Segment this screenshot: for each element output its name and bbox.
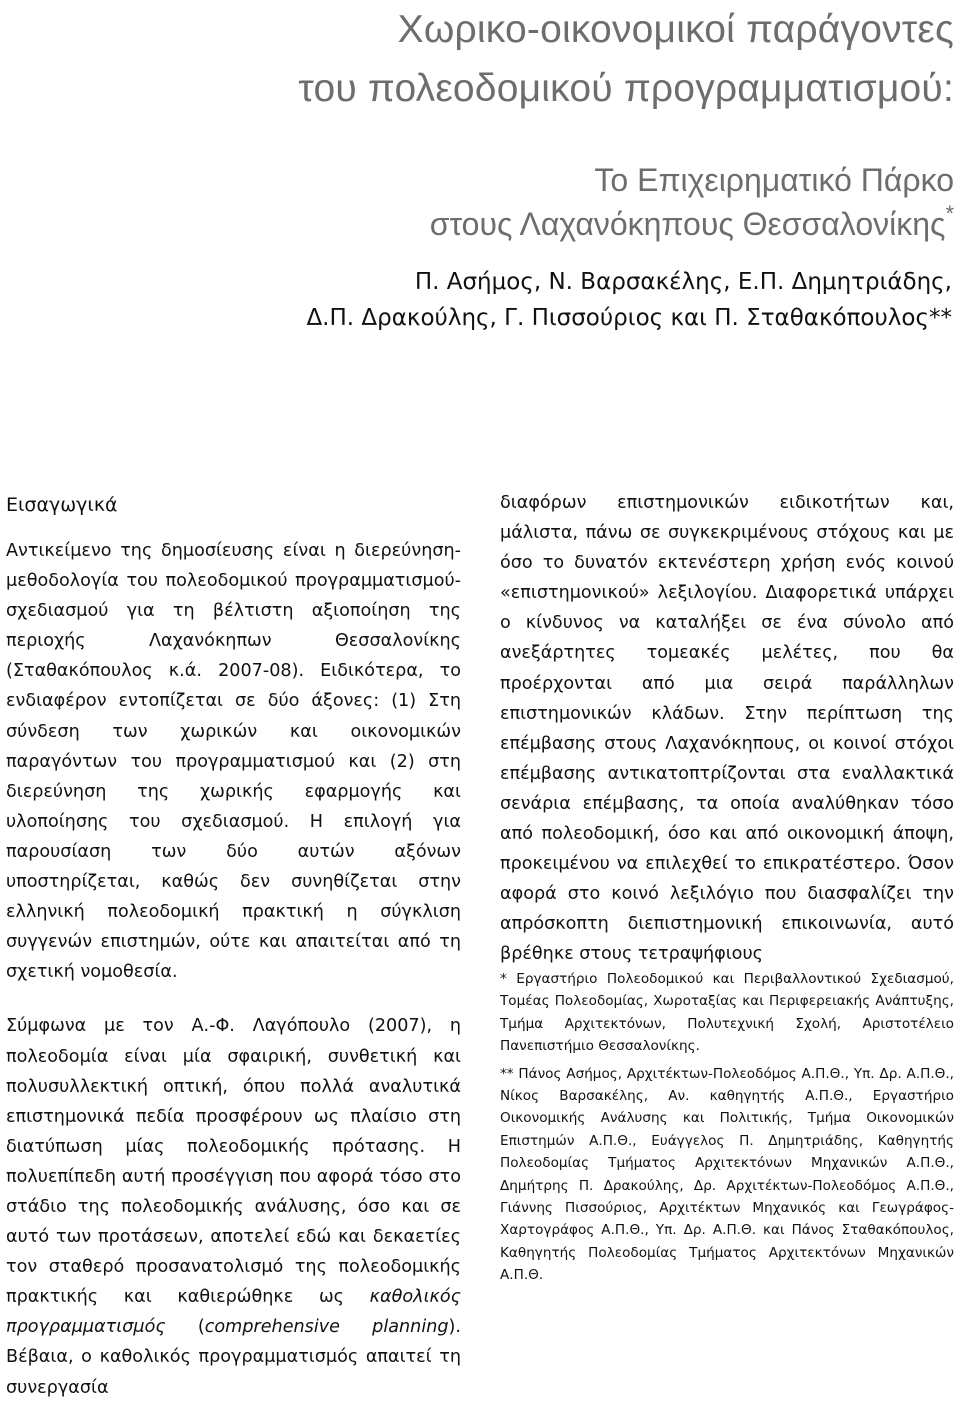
intro-paragraph-2-mid: ( xyxy=(165,1317,205,1338)
article-title-line-1: Χωρικο-οικονομικοί παράγοντες xyxy=(397,8,954,51)
right-column-paragraph: διαφόρων επιστημονικών ειδικοτήτων και, μάλιστα, πάνω σε συγκεκριμένους στόχους και με όσο το δυνατόν εκτενέστερη χρήση ενός κοινού «επιστημονικού» λεξιλογίου. Διαφορετικά υπάρχει ο κίνδυνος να καταλήξει σε ένα σύνολο από ανεξάρτητες τομεακές μελέτες, που θα προέρχονται από μια σειρά παράλληλων επιστημονικών κλάδων. Στην περίπτωση της επέμβασης στους Λαχανόκηπους, οι κοινοί στόχοι επέμβασης αντικατοπτρίζονται στα εναλλακτικά σενάρια επέμβασης, τα οποία αναλύθηκαν τόσο από πολεοδομική, όσο και από οικονομική άποψη, προκειμένου να επιλεχθεί το επικρατέστερο. Όσον αφορά στο κοινό λεξιλόγιο που διασφαλίζει την απρόσκοπτη διεπιστημονική επικοινωνία, αυτό βρέθηκε στους τετραψήφιους xyxy=(500,493,954,965)
article-subtitle xyxy=(54,158,954,246)
article-subtitle-line-1: Το Επιχειρηματικό Πάρκο xyxy=(594,162,954,198)
intro-paragraph-2-start: Σύμφωνα με τον Α.-Φ. Λαγόπουλο (2007), η πολεοδομία είναι μία σφαιρική, συνθετική και πολυσυλλεκτική οπτική, όπου πολλά αναλυτικά επιστημονικά πεδία προσφέρουν ως πλαίσιο στη διατύπωση μίας πολεοδομικής πρότασης. Η πολυεπίπεδη αυτή προσέγγιση που αφορά τόσο στο στάδιο της πολεοδομικής ανάλυσης, όσο και σε αυτό των προτάσεων, αποτελεί εδώ και δεκαετίες τον σταθερό προσανατολισμό της πολεοδομικής πρακτικής και καθιερώθηκε ως xyxy=(6,1016,461,1308)
author-line-2: Δ.Π. Δρακούλης, Γ. Πισσούριος και Π. Σταθακόπουλος** xyxy=(306,305,952,331)
subtitle-footnote-mark: * xyxy=(945,201,954,226)
author-list xyxy=(52,264,952,336)
intro-paragraph-1: Αντικείμενο της δημοσίευσης είναι η διερεύνηση-μεθοδολογία του πολεοδομικού προγραμματισμού-σχεδιασμού για τη βέλτιστη αξιοποίηση της περιοχής Λαχανόκηπων Θεσσαλονίκης (Σταθακόπουλος κ.ά. 2007-08). Ειδικότερα, το ενδιαφέρον εντοπίζεται σε δύο άξονες: (1) Στη σύνδεση των χωρικών και οικονομικών παραγόντων του προγραμματισμού και (2) στη διερεύνηση της χωρικής εφαρμογής και υλοποίησης του σχεδιασμού. Η επιλογή για παρουσίαση των δύο αυτών αξόνων υποστηρίζεται, καθώς δεν συνηθίζεται στην ελληνική πολεοδομική πρακτική η σύγκλιση συγγενών επιστημών, ούτε και απαιτείται από τη σχετική νομοθεσία. xyxy=(6,541,461,983)
title-block xyxy=(54,0,954,246)
right-column xyxy=(500,488,954,970)
footnotes xyxy=(500,968,954,1287)
footnote-authors: ** Πάνος Ασήμος, Αρχιτέκτων-Πολεοδόμος Α.Π.Θ., Υπ. Δρ. Α.Π.Θ., Νίκος Βαρσακέλης, Αν. καθηγητής Α.Π.Θ., Εργαστήριο Οικονομικής Ανάλυσης και Πολιτικής, Τμήμα Οικονομικών Επιστημών Α.Π.Θ., Ευάγγελος Π. Δημητριάδης, Καθηγητής Πολεοδομίας Τμήματος Αρχιτεκτόνων Μηχανικών Α.Π.Θ., Δημήτρης Π. Δρακούλης, Δρ. Αρχιτέκτων-Πολεοδόμος Α.Π.Θ., Γιάννης Πισσούριος, Αρχιτέκτων Μηχανικός και Γεωγράφος-Χαρτογράφος Α.Π.Θ., Υπ. Δρ. Α.Π.Θ. και Πάνος Σταθακόπουλος, Καθηγητής Πολεοδομίας Τμήματος Αρχιτεκτόνων Μηχανικών Α.Π.Θ. xyxy=(500,1065,954,1284)
intro-paragraph-2 xyxy=(6,1011,461,1402)
intro-paragraph-2-end: ). Βέβαια, ο καθολικός προγραμματισμός απαιτεί τη συνεργασία xyxy=(6,1317,461,1398)
italic-term-english: comprehensive planning xyxy=(204,1317,449,1338)
article-title-line-2: του πολεοδομικού προγραμματισμού: xyxy=(298,67,954,110)
italic-term-comprehensive: καθολικός προγραμματισμός xyxy=(6,1287,461,1338)
section-heading: Εισαγωγικά xyxy=(6,494,118,516)
article-title xyxy=(54,0,954,118)
footnote-affiliation: * Εργαστήριο Πολεοδομικού και Περιβαλλοντικού Σχεδιασμού, Τομέας Πολεοδομίας, Χωροταξίας και Περιφερειακής Ανάπτυξης, Τμήμα Αρχιτεκτόνων, Πολυτεχνική Σχολή, Αριστοτέλειο Πανεπιστήμιο Θεσσαλονίκης. xyxy=(500,971,954,1055)
left-column xyxy=(6,490,461,1403)
article-subtitle-line-2: στους Λαχανόκηπους Θεσσαλονίκης xyxy=(429,206,946,242)
author-line-1: Π. Ασήμος, Ν. Βαρσακέλης, Ε.Π. Δημητριάδης, xyxy=(414,269,952,295)
